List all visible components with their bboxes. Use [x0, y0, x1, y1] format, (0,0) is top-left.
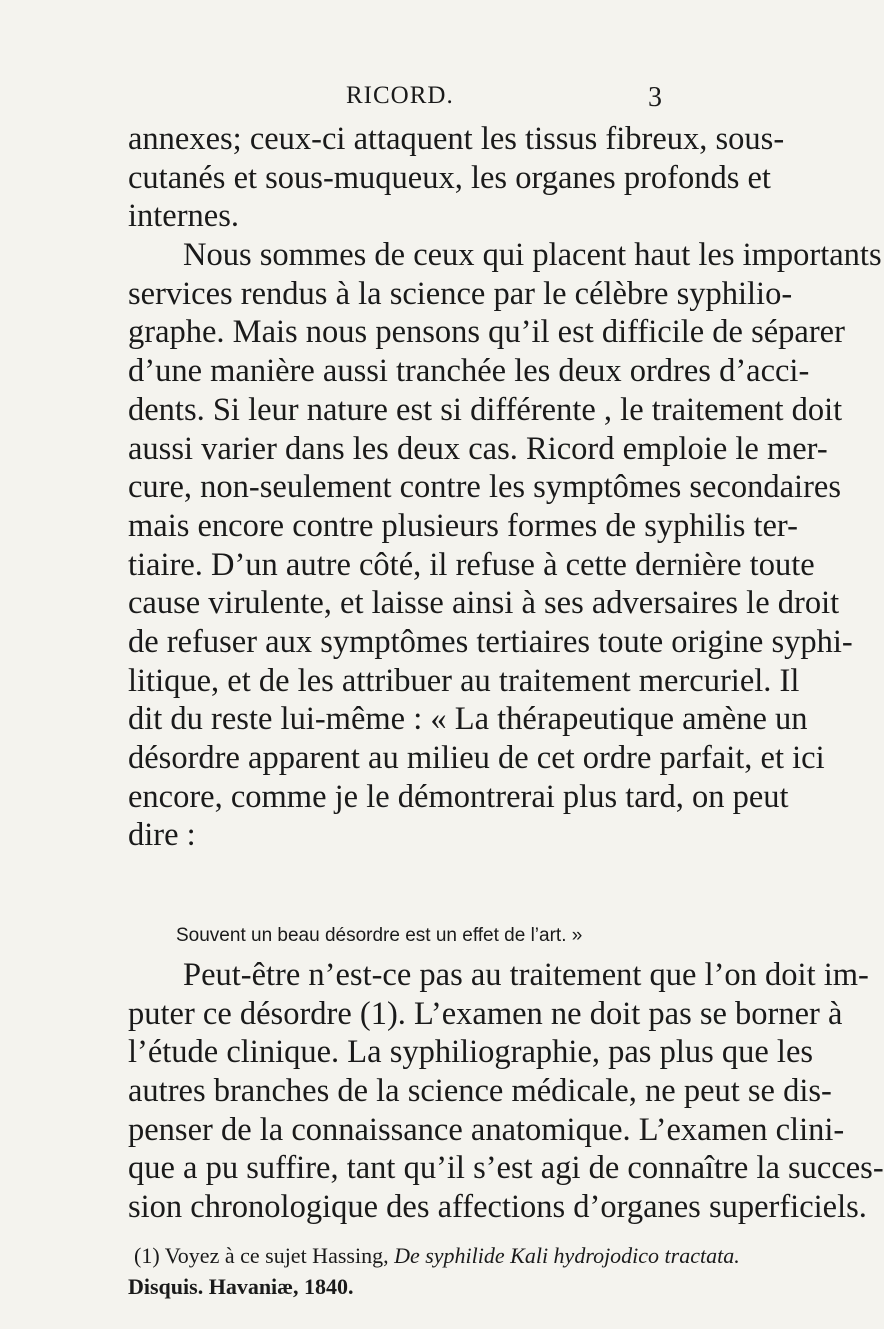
text-line: de refuser aux symptômes tertiaires toute origine syphi- [128, 623, 853, 660]
text-line: graphe. Mais nous pensons qu’il est difficile de séparer [128, 314, 845, 351]
text-line: dire : [128, 817, 196, 854]
footnote [128, 1240, 740, 1302]
text-line: cause virulente, et laisse ainsi à ses adversaires le droit [128, 585, 840, 622]
text-line: tiaire. D’un autre côté, il refuse à cette dernière toute [128, 546, 815, 583]
verse-quote: Souvent un beau désordre est un effet de l’art. » [176, 925, 583, 946]
footnote-prefix: (1) Voyez à ce sujet Hassing, [134, 1243, 395, 1268]
text-line: cutanés et sous-muqueux, les organes profonds et [128, 159, 771, 196]
text-line: Nous sommes de ceux qui placent haut les importants [183, 237, 882, 274]
footnote-line: Disquis. Havaniæ, 1840. [128, 1274, 354, 1299]
text-line: dit du reste lui-même : « La thérapeutique amène un [128, 701, 808, 738]
text-line: autres branches de la science médicale, ne peut se dis- [128, 1073, 832, 1110]
text-line: puter ce désordre (1). L’examen ne doit pas se borner à [128, 995, 843, 1032]
page-number: 3 [648, 82, 662, 113]
text-line: encore, comme je le démontrerai plus tard, on peut [128, 778, 789, 815]
body-text-1 [128, 120, 882, 855]
text-line: Peut-être n’est-ce pas au traitement que l’on doit im- [183, 957, 869, 993]
text-line: aussi varier dans les deux cas. Ricord emploie le mer- [128, 430, 828, 467]
text-line: services rendus à la science par le célèbre syphilio- [128, 275, 793, 312]
running-title: RICORD. [346, 82, 454, 109]
text-line: mais encore contre plusieurs formes de syphilis ter- [128, 507, 798, 544]
text-line: annexes; ceux-ci attaquent les tissus fibreux, sous- [128, 121, 785, 157]
text-line: dents. Si leur nature est si différente , le traitement doit [128, 391, 843, 428]
text-line: litique, et de les attribuer au traitement mercuriel. Il [128, 662, 800, 699]
text-line: l’étude clinique. La syphiliographie, pas plus que les [128, 1034, 814, 1071]
text-line: d’une manière aussi tranchée les deux ordres d’acci- [128, 353, 810, 390]
text-line: internes. [128, 198, 240, 235]
text-line: désordre apparent au milieu de cet ordre parfait, et ici [128, 740, 825, 776]
text-line: penser de la connaissance anatomique. L’examen clini- [128, 1111, 845, 1148]
body-text-2 [128, 956, 884, 1227]
footnote-title: De syphilide Kali hydrojodico tractata. [394, 1243, 740, 1268]
text-line: que a pu suffire, tant qu’il s’est agi de connaître la succes- [128, 1150, 884, 1187]
text-line: cure, non-seulement contre les symptômes secondaires [128, 469, 841, 506]
page-header [0, 82, 800, 112]
text-line: sion chronologique des affections d’organes superficiels. [128, 1189, 867, 1226]
footnote-line [128, 1240, 740, 1271]
